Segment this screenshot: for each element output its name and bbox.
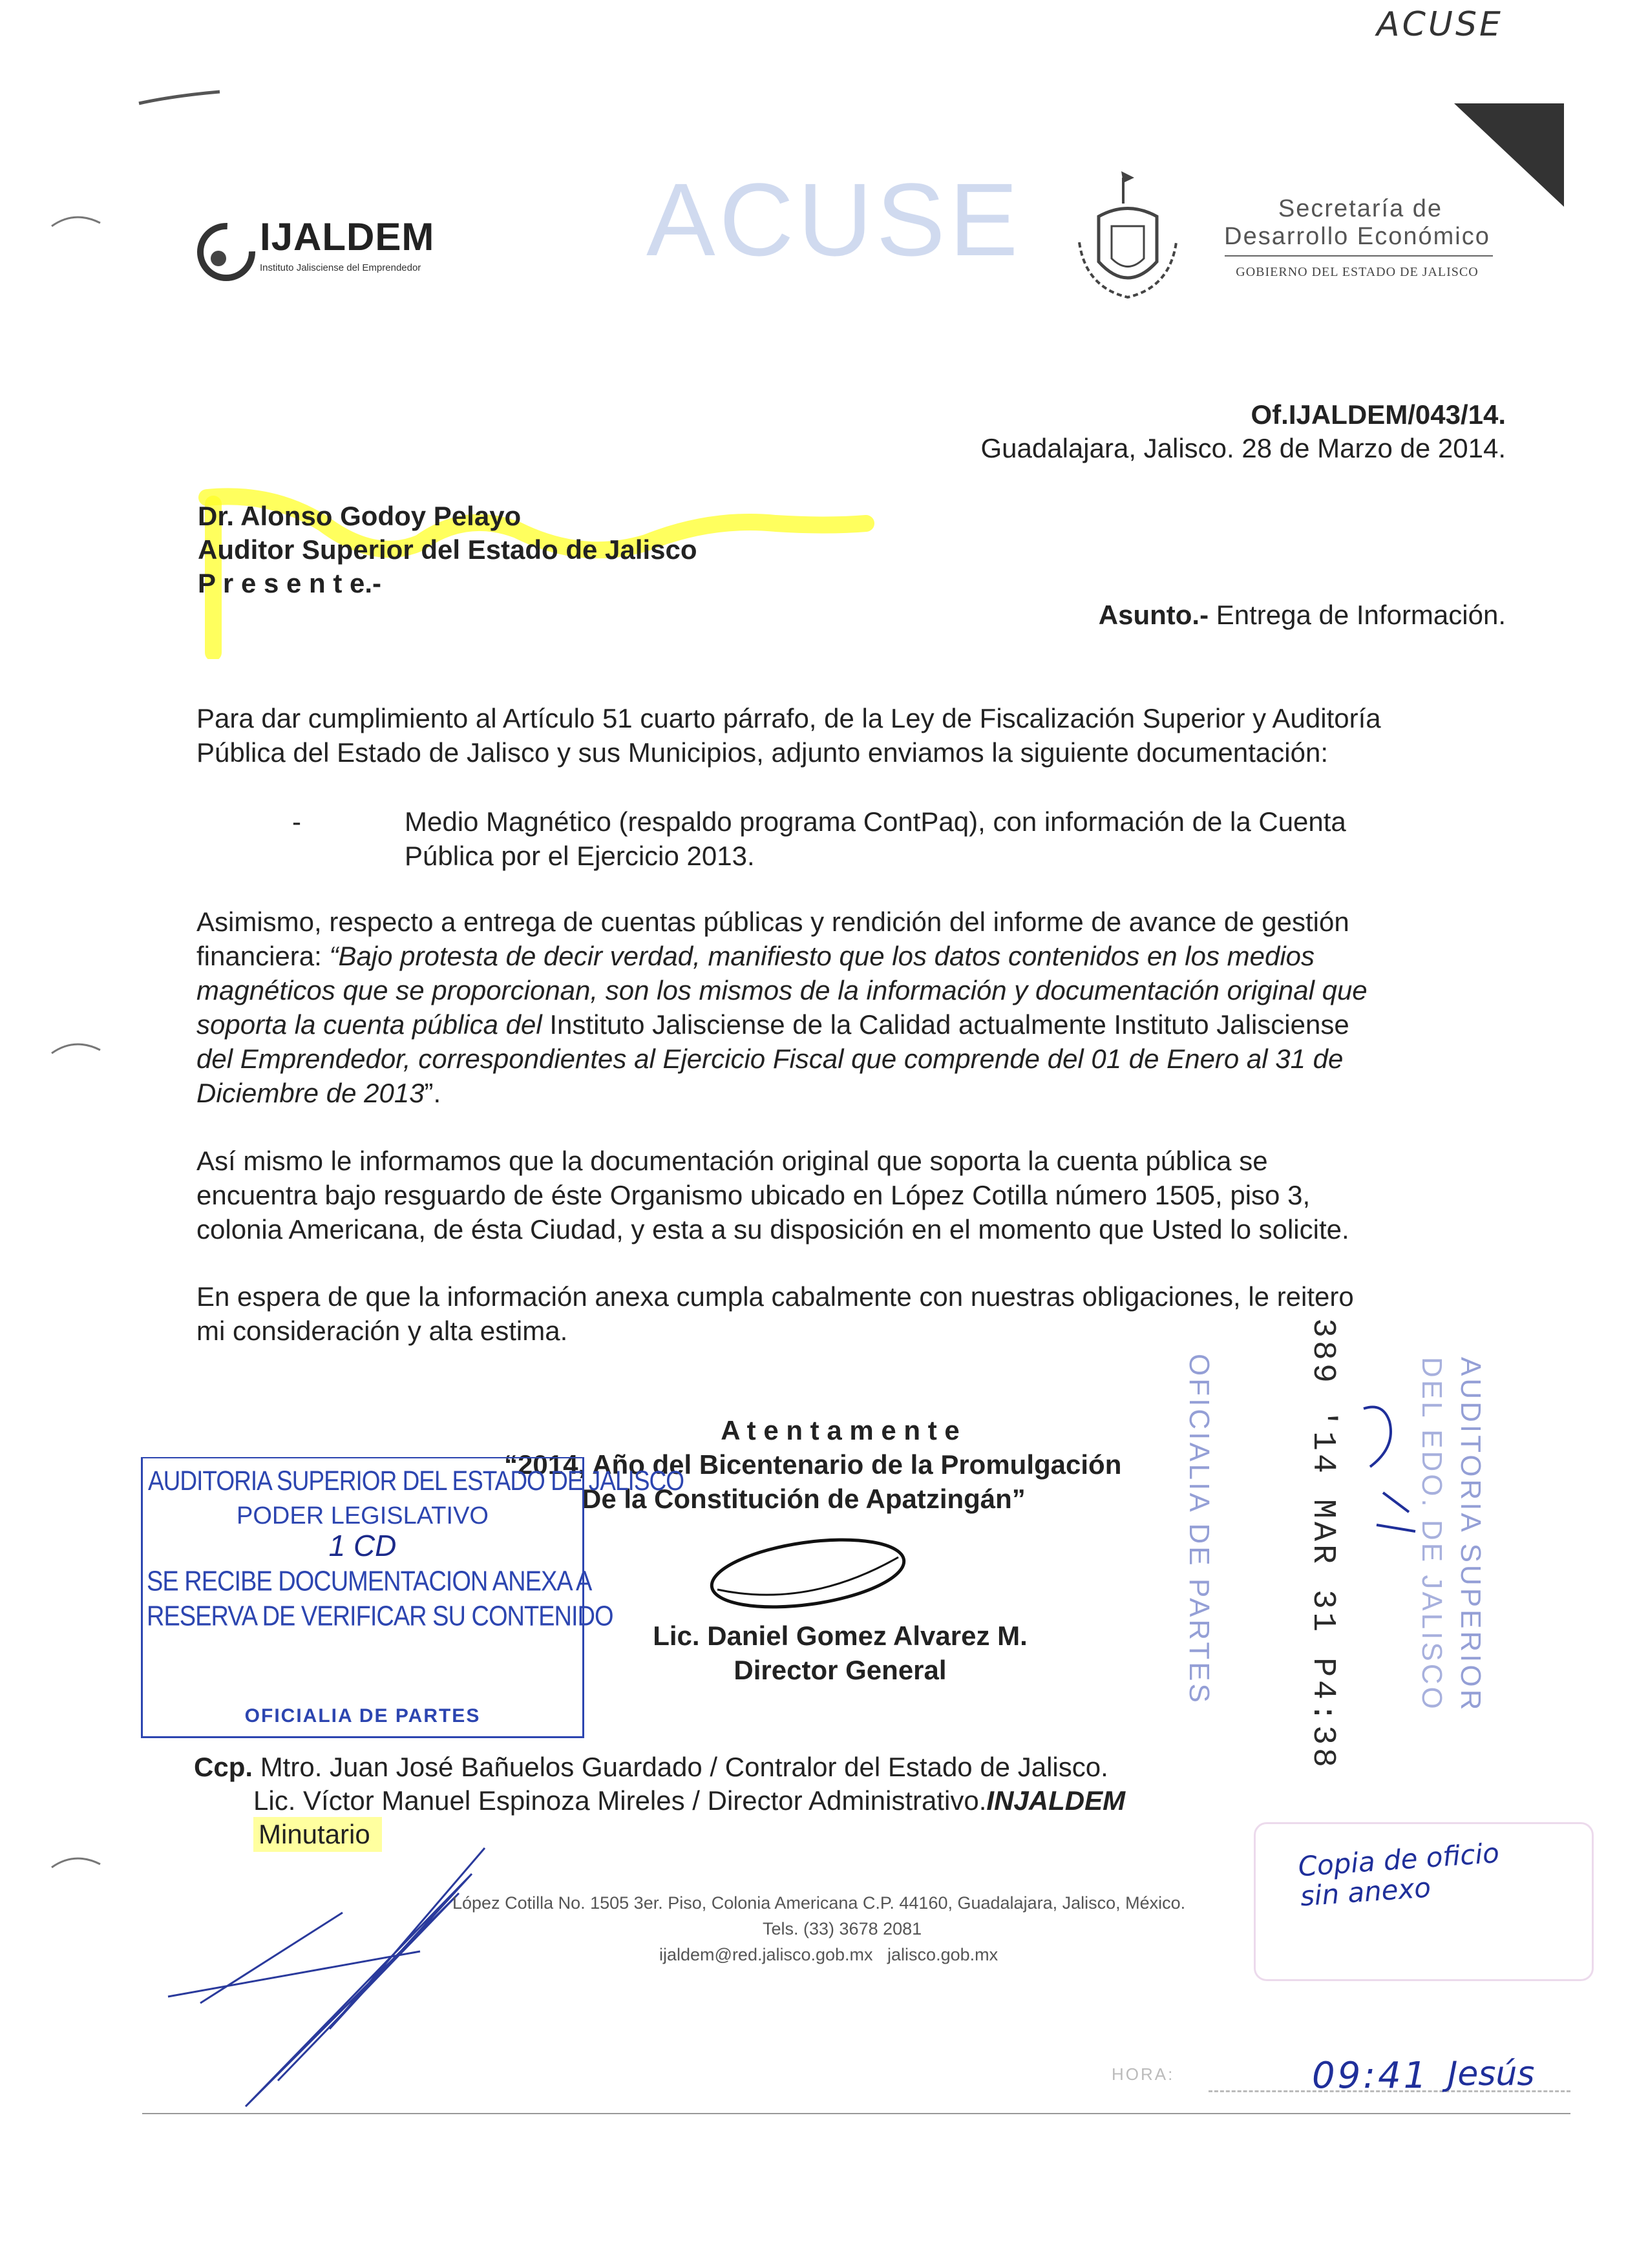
secretaria-line3: GOBIERNO DEL ESTADO DE JALISCO: [1236, 265, 1479, 279]
corner-fold: [1454, 97, 1567, 210]
bullet-line2: Pública por el Ejercicio 2013.: [405, 841, 755, 871]
subject-text: Entrega de Información.: [1216, 600, 1506, 630]
motto-line1: “2014, Año del Bicentenario de la Promulgación: [504, 1449, 1122, 1480]
recipient-title: Auditor Superior del Estado de Jalisco: [198, 534, 697, 565]
p2-line4: [196, 1007, 1495, 1042]
p2-line4-b: Instituto Jalisciense de la Calidad actualmente Instituto Jalisciense: [549, 1009, 1349, 1040]
signature: [704, 1531, 918, 1628]
secretaria-line2: Desarrollo Económico: [1224, 223, 1490, 250]
footer-web: ijaldem@red.jalisco.gob.mx jalisco.gob.mx: [659, 1945, 998, 1964]
ccp-text2: Lic. Víctor Manuel Espinoza Mireles / Director Administrativo.: [253, 1785, 987, 1816]
punch-mark-2: [48, 1034, 107, 1060]
p2-line2-a: financiera:: [196, 941, 330, 971]
subject: [840, 598, 1506, 633]
recipient-name: Dr. Alonso Godoy Pelayo: [198, 501, 522, 531]
bottom-rule: [142, 2113, 1570, 2114]
p2-line5: del Emprendedor, correspondientes al Ejercicio Fiscal que comprende del 01 de Enero al 31 de: [196, 1044, 1344, 1074]
recipient-presente: P r e s e n t e.-: [198, 568, 382, 598]
paragraph-1: [196, 701, 1495, 770]
secretaria-line1: Secretaría de: [1278, 195, 1443, 222]
paragraph-3: [196, 1144, 1495, 1246]
ccp-minutario: Minutario: [253, 1817, 382, 1852]
stamp-line3: SE RECIBE DOCUMENTACION ANEXA A: [147, 1566, 592, 1598]
p1-line1: Para dar cumplimiento al Artículo 51 cuarto párrafo, de la Ley de Fiscalización Superior y Auditoría: [196, 703, 1381, 733]
p4-line1: En espera de que la información anexa cumpla cabalmente con nuestras obligaciones, le reitero: [196, 1281, 1354, 1312]
handwritten-name: Jesús: [1448, 2055, 1535, 2094]
ijaldem-logo: [187, 207, 472, 297]
p2-line3: magnéticos que se proporcionan, son los mismos de la información y documentación original que: [196, 975, 1368, 1005]
paragraph-2: [196, 905, 1495, 1110]
paragraph-4: [196, 1279, 1495, 1348]
subject-label: Asunto.-: [1098, 600, 1209, 630]
p1-line2: Pública del Estado de Jalisco y sus Municipios, adjunto enviamos la siguiente documentación:: [196, 737, 1328, 768]
ccp-line2: [253, 1783, 1125, 1818]
coat-of-arms-icon: [1073, 165, 1183, 307]
p2-line2: [196, 939, 1495, 973]
p2-line6-b: ”.: [424, 1078, 441, 1108]
hora-label: HORA:: [1112, 2064, 1175, 2084]
stamp-handwritten: 1 CD: [328, 1529, 397, 1562]
p4-line2: mi consideración y alta estima.: [196, 1316, 568, 1346]
stamp-line5: OFICIALIA DE PARTES: [244, 1705, 481, 1727]
bullet-item: [405, 804, 1495, 873]
stamp-line1: AUDITORIA SUPERIOR DEL ESTADO DE JALISCO: [148, 1465, 684, 1496]
motto-line2: De la Constitución de Apatzingán”: [582, 1484, 1026, 1514]
ccp-line1: [194, 1750, 1108, 1785]
ccp-text1: Mtro. Juan José Bañuelos Guardado / Contralor del Estado de Jalisco.: [260, 1752, 1108, 1782]
handwritten-initials: [1344, 1396, 1435, 1551]
p3-line3: colonia Americana, de ésta Ciudad, y esta a su disposición en el momento que Usted lo solicite.: [196, 1214, 1349, 1244]
bullet-dash: -: [292, 806, 301, 837]
stamp-line2: PODER LEGISLATIVO: [237, 1502, 489, 1529]
vertical-oficialia: OFICIALIA DE PARTES: [1183, 1354, 1215, 1705]
p2-line2-b: “Bajo protesta de decir verdad, manifiesto que los datos contenidos en los medios: [329, 941, 1315, 971]
atentamente: A t e n t a m e n t e: [721, 1415, 960, 1445]
footer-tels: Tels. (33) 3678 2081: [763, 1919, 922, 1938]
reference-number: Of.IJALDEM/043/14.: [1251, 399, 1506, 430]
signer-name: Lic. Daniel Gomez Alvarez M.: [653, 1621, 1028, 1651]
p2-line6-a: Diciembre de 2013: [196, 1078, 425, 1108]
staple-mark: [136, 84, 233, 110]
punch-mark-3: [48, 1848, 107, 1874]
handwritten-acuse: ACUSE: [1377, 5, 1503, 44]
vertical-datetime: 389 '14 MAR 31 P4:38: [1304, 1318, 1341, 1771]
reception-stamp: [141, 1457, 684, 1738]
ccp-label: Ccp.: [194, 1752, 253, 1782]
logo-subtitle: Instituto Jalisciense del Emprendedor: [260, 262, 421, 273]
p2-line1: Asimismo, respecto a entrega de cuentas públicas y rendición del informe de avance de gestión: [196, 907, 1349, 937]
p3-line2: encuentra bajo resguardo de éste Organismo ubicado en López Cotilla número 1505, piso 3,: [196, 1180, 1311, 1210]
place-date: Guadalajara, Jalisco. 28 de Marzo de 2014.: [980, 433, 1506, 463]
logo-symbol-icon: [187, 213, 265, 291]
signer-title: Director General: [734, 1655, 947, 1685]
handwritten-copia: Copia de oficio sin anexo: [1297, 1836, 1501, 1913]
vertical-auditoria-2: DEL EDO. DE JALISCO: [1416, 1357, 1448, 1712]
handwritten-hora: 09:41: [1312, 2055, 1430, 2097]
bullet-line1: Medio Magnético (respaldo programa ContPaq), con información de la Cuenta: [405, 806, 1346, 837]
stamp-line4: RESERVA DE VERIFICAR SU CONTENIDO: [147, 1601, 613, 1633]
ccp-org: INJALDEM: [986, 1785, 1126, 1816]
p2-line6: [196, 1076, 1495, 1110]
secretaria-divider: [1225, 255, 1493, 257]
acuse-watermark: ACUSE: [646, 162, 1022, 277]
p2-line4-a: soporta la cuenta pública del: [196, 1009, 550, 1040]
p3-line1: Así mismo le informamos que la documentación original que soporta la cuenta pública se: [196, 1146, 1268, 1176]
punch-mark-1: [48, 207, 107, 233]
vertical-auditoria-1: AUDITORIA SUPERIOR: [1455, 1357, 1486, 1713]
footer-address: López Cotilla No. 1505 3er. Piso, Colonia Americana C.P. 44160, Guadalajara, Jalisco, México.: [452, 1893, 1186, 1913]
bottom-scribble: [149, 1835, 511, 2119]
logo-name: IJALDEM: [260, 215, 435, 258]
